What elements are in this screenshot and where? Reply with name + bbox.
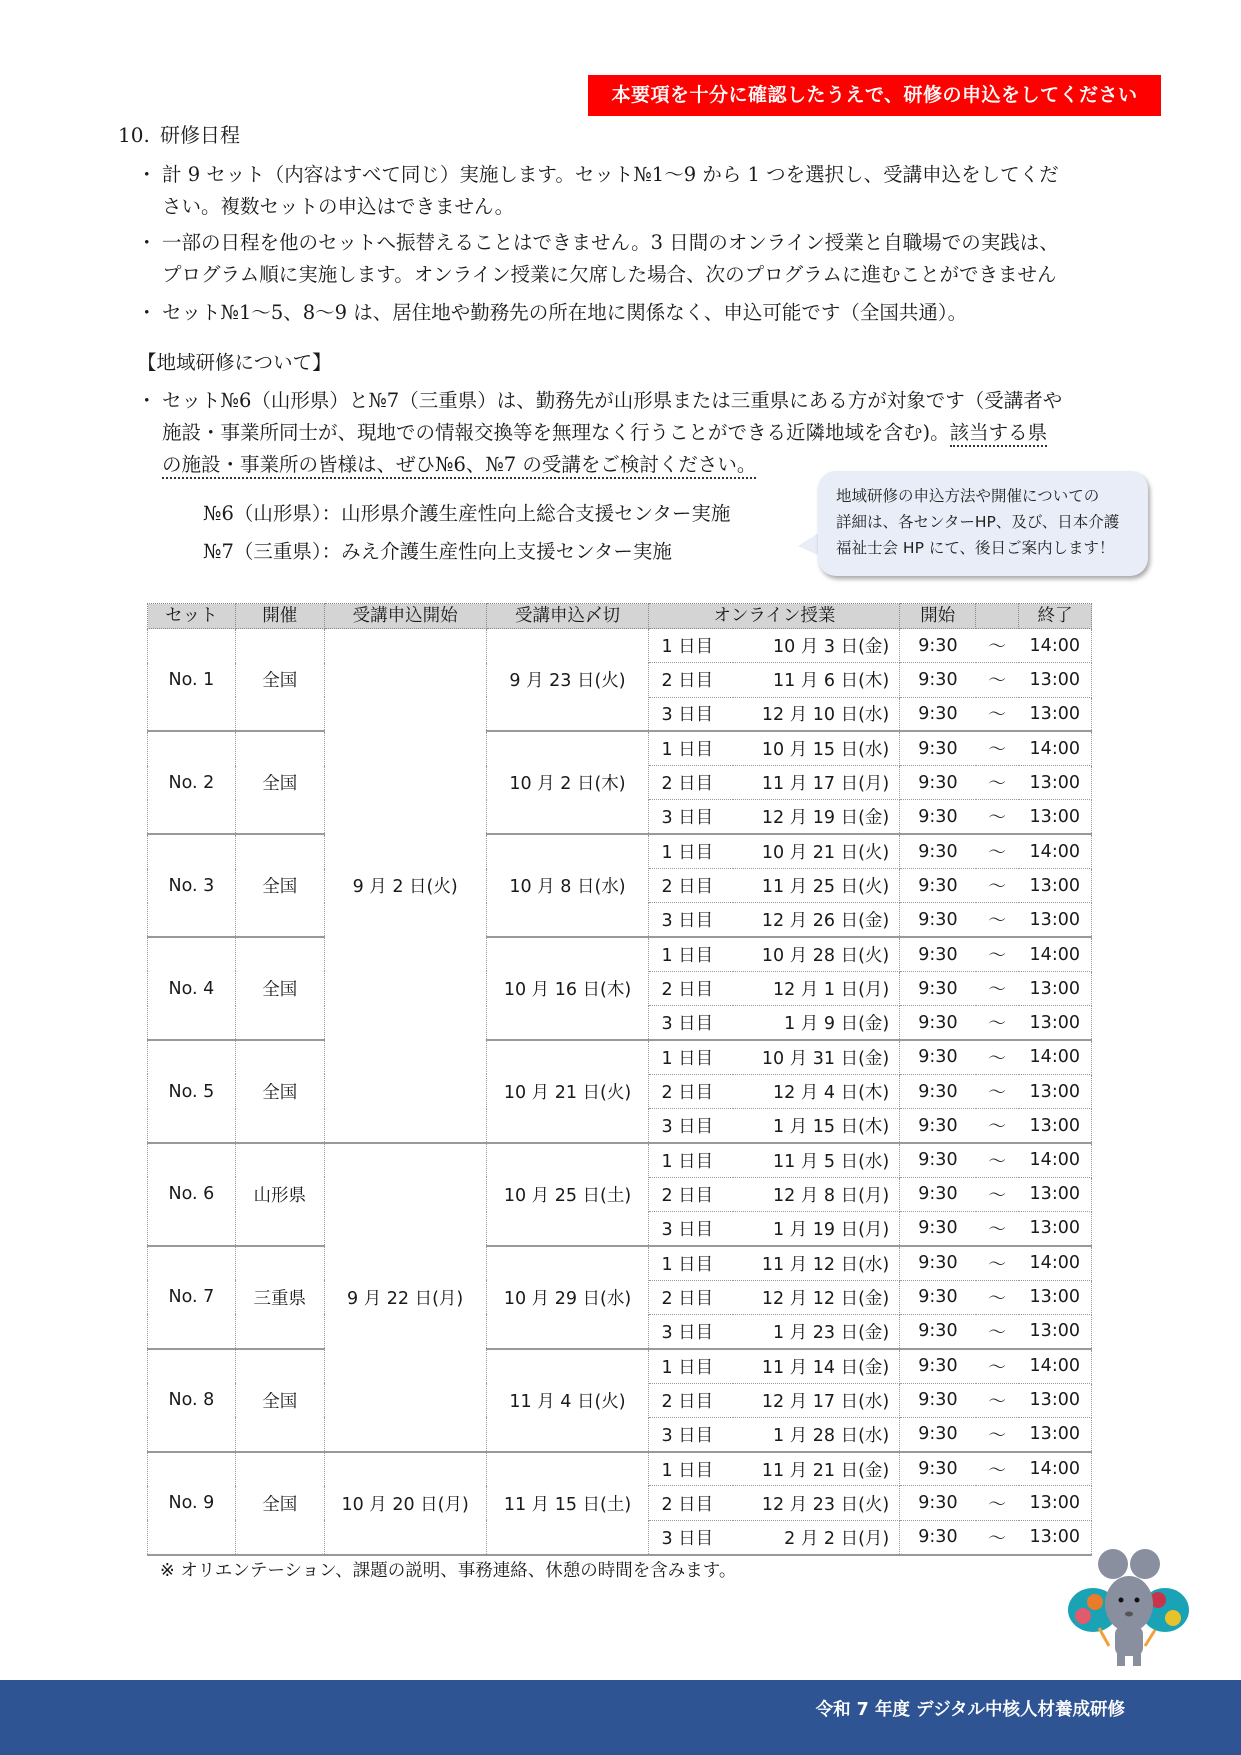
time-separator: ～ (976, 697, 1019, 731)
session-end-time: 13:00 (1019, 1520, 1092, 1554)
session-start-time: 9:30 (900, 1006, 976, 1040)
session-date: 12 月 10 日(水) (733, 697, 900, 731)
application-deadline: 10 月 8 日(水) (486, 834, 649, 937)
time-separator: ～ (976, 1383, 1019, 1417)
session-start-time: 9:30 (900, 1246, 976, 1280)
session-start-time: 9:30 (900, 869, 976, 903)
time-separator: ～ (976, 903, 1019, 937)
bullet-line: 一部の日程を他のセットへ振替えることはできません。3 日間のオンライン授業と自職場での実践は、 (162, 231, 1059, 254)
session-date: 12 月 23 日(火) (733, 1486, 900, 1520)
time-separator: ～ (976, 1212, 1019, 1246)
session-end-time: 13:00 (1019, 663, 1092, 697)
col-header-deadline: 受講申込〆切 (486, 604, 649, 629)
time-separator: ～ (976, 1349, 1019, 1383)
time-separator: ～ (976, 731, 1019, 765)
session-end-time: 13:00 (1019, 1006, 1092, 1040)
set-number: No. 2 (148, 731, 236, 834)
session-end-time: 13:00 (1019, 1417, 1092, 1451)
regional-line-1: セット№6（山形県）と№7（三重県）は、勤務先が山形県または三重県にある方が対象です（受講者や (162, 389, 1063, 412)
session-start-time: 9:30 (900, 1212, 976, 1246)
session-start-time: 9:30 (900, 1177, 976, 1211)
session-end-time: 13:00 (1019, 1486, 1092, 1520)
application-deadline: 9 月 23 日(火) (486, 629, 649, 732)
session-day: 3 日目 (649, 800, 733, 834)
session-date: 1 月 23 日(金) (733, 1314, 900, 1348)
notice-banner: 本要項を十分に確認したうえで、研修の申込をしてください (588, 75, 1161, 116)
session-end-time: 13:00 (1019, 1212, 1092, 1246)
session-day: 3 日目 (649, 1520, 733, 1554)
session-end-time: 13:00 (1019, 697, 1092, 731)
bullet-line: さい。複数セットの申込はできません。 (162, 195, 515, 218)
session-day: 1 日目 (649, 937, 733, 971)
session-start-time: 9:30 (900, 629, 976, 663)
session-start-time: 9:30 (900, 1109, 976, 1143)
session-start-time: 9:30 (900, 971, 976, 1005)
bullet-item (137, 297, 1137, 329)
table-row (148, 1246, 1092, 1280)
session-date: 11 月 12 日(水) (733, 1246, 900, 1280)
venue: 全国 (235, 834, 324, 937)
session-day: 1 日目 (649, 1349, 733, 1383)
session-end-time: 14:00 (1019, 937, 1092, 971)
time-separator: ～ (976, 937, 1019, 971)
session-date: 1 月 9 日(金) (733, 1006, 900, 1040)
application-deadline: 10 月 16 日(木) (486, 937, 649, 1040)
session-end-time: 13:00 (1019, 1280, 1092, 1314)
session-date: 10 月 28 日(火) (733, 937, 900, 971)
session-day: 3 日目 (649, 903, 733, 937)
session-day: 2 日目 (649, 971, 733, 1005)
time-separator: ～ (976, 629, 1019, 663)
set-number: No. 8 (148, 1349, 236, 1452)
session-day: 1 日目 (649, 834, 733, 868)
set-number: No. 3 (148, 834, 236, 937)
session-start-time: 9:30 (900, 1417, 976, 1451)
session-start-time: 9:30 (900, 937, 976, 971)
session-date: 10 月 21 日(火) (733, 834, 900, 868)
session-end-time: 14:00 (1019, 1452, 1092, 1486)
session-day: 1 日目 (649, 1452, 733, 1486)
session-end-time: 13:00 (1019, 800, 1092, 834)
venue: 全国 (235, 1349, 324, 1452)
mouse-mascot-illustration (1053, 1548, 1203, 1674)
application-deadline: 11 月 15 日(土) (486, 1452, 649, 1555)
schedule-table (147, 603, 1092, 1556)
session-day: 2 日目 (649, 1177, 733, 1211)
session-end-time: 14:00 (1019, 1349, 1092, 1383)
venue: 全国 (235, 629, 324, 732)
regional-line-2 (162, 417, 1137, 449)
session-day: 2 日目 (649, 1383, 733, 1417)
session-end-time: 13:00 (1019, 1074, 1092, 1108)
time-separator: ～ (976, 1417, 1019, 1451)
session-start-time: 9:30 (900, 766, 976, 800)
session-start-time: 9:30 (900, 1383, 976, 1417)
section-heading (118, 120, 240, 150)
time-separator: ～ (976, 1246, 1019, 1280)
info-callout (818, 471, 1148, 576)
session-day: 1 日目 (649, 1246, 733, 1280)
session-start-time: 9:30 (900, 800, 976, 834)
session-date: 11 月 25 日(火) (733, 869, 900, 903)
session-start-time: 9:30 (900, 1314, 976, 1348)
venue: 山形県 (235, 1143, 324, 1246)
session-day: 1 日目 (649, 1040, 733, 1074)
session-date: 12 月 19 日(金) (733, 800, 900, 834)
session-day: 3 日目 (649, 697, 733, 731)
center-mie: №7（三重県）：みえ介護生産性向上支援センター実施 (203, 540, 672, 563)
session-end-time: 13:00 (1019, 971, 1092, 1005)
col-header-venue: 開催 (235, 604, 324, 629)
venue: 全国 (235, 937, 324, 1040)
session-day: 1 日目 (649, 1143, 733, 1177)
set-number: No. 1 (148, 629, 236, 732)
set-number: No. 4 (148, 937, 236, 1040)
time-separator: ～ (976, 800, 1019, 834)
application-open-date: 10 月 20 日(月) (324, 1452, 486, 1555)
venue: 全国 (235, 731, 324, 834)
application-deadline: 10 月 21 日(火) (486, 1040, 649, 1143)
session-start-time: 9:30 (900, 1280, 976, 1314)
session-day: 2 日目 (649, 869, 733, 903)
footnote: ※ オリエンテーション、課題の説明、事務連絡、休憩の時間を含みます。 (160, 1561, 737, 1581)
application-deadline: 11 月 4 日(火) (486, 1349, 649, 1452)
session-date: 10 月 3 日(金) (733, 629, 900, 663)
session-end-time: 13:00 (1019, 869, 1092, 903)
regional-emphasis: 該当する県 (950, 421, 1048, 447)
bullet-line: 計 9 セット（内容はすべて同じ）実施します。セット№1～9 から 1 つを選択し、受講申込をしてくだ (162, 163, 1059, 186)
session-date: 12 月 26 日(金) (733, 903, 900, 937)
col-header-online: オンライン授業 (649, 604, 900, 629)
application-deadline: 10 月 29 日(水) (486, 1246, 649, 1349)
application-deadline: 10 月 2 日(木) (486, 731, 649, 834)
session-start-time: 9:30 (900, 1040, 976, 1074)
session-end-time: 14:00 (1019, 1040, 1092, 1074)
callout-line: 地域研修の申込方法や開催についての (836, 487, 1100, 505)
table-row (148, 629, 1092, 663)
session-date: 11 月 14 日(金) (733, 1349, 900, 1383)
section-title: 研修日程 (160, 123, 240, 147)
time-separator: ～ (976, 834, 1019, 868)
table-row (148, 834, 1092, 868)
session-date: 11 月 17 日(月) (733, 766, 900, 800)
session-start-time: 9:30 (900, 697, 976, 731)
session-start-time: 9:30 (900, 903, 976, 937)
session-end-time: 14:00 (1019, 1246, 1092, 1280)
session-date: 2 月 2 日(月) (733, 1520, 900, 1554)
session-end-time: 14:00 (1019, 629, 1092, 663)
table-row (148, 937, 1092, 971)
time-separator: ～ (976, 1074, 1019, 1108)
bullet-marker: ・ (137, 301, 157, 324)
session-day: 3 日目 (649, 1417, 733, 1451)
session-end-time: 14:00 (1019, 834, 1092, 868)
bullet-marker: ・ (137, 389, 157, 412)
bullet-marker: ・ (137, 231, 157, 254)
venue: 全国 (235, 1040, 324, 1143)
time-separator: ～ (976, 1520, 1019, 1554)
session-date: 10 月 15 日(水) (733, 731, 900, 765)
bullet-item (137, 159, 1137, 223)
session-end-time: 13:00 (1019, 1314, 1092, 1348)
regional-heading: 【地域研修について】 (137, 351, 332, 374)
session-day: 2 日目 (649, 1486, 733, 1520)
time-separator: ～ (976, 1486, 1019, 1520)
session-day: 3 日目 (649, 1109, 733, 1143)
session-date: 12 月 8 日(月) (733, 1177, 900, 1211)
callout-line: 詳細は、各センターHP、及び、日本介護 (836, 513, 1120, 531)
session-date: 12 月 1 日(月) (733, 971, 900, 1005)
bullet-marker: ・ (137, 163, 157, 186)
section-number: 10. (118, 123, 150, 147)
application-open-date: 9 月 2 日(火) (324, 629, 486, 1143)
session-start-time: 9:30 (900, 1486, 976, 1520)
session-start-time: 9:30 (900, 1520, 976, 1554)
session-date: 1 月 15 日(木) (733, 1109, 900, 1143)
bullet-item (137, 227, 1137, 291)
footer-bar (0, 1680, 1241, 1755)
session-end-time: 13:00 (1019, 1177, 1092, 1211)
session-end-time: 13:00 (1019, 1109, 1092, 1143)
center-yamagata: №6（山形県）：山形県介護生産性向上総合支援センター実施 (203, 502, 731, 525)
session-day: 1 日目 (649, 629, 733, 663)
callout-tail (798, 532, 820, 556)
regional-line-2-text: 施設・事業所同士が、現地での情報交換等を無理なく行うことができる近隣地域を含む)。 (162, 421, 950, 444)
session-start-time: 9:30 (900, 1074, 976, 1108)
set-number: No. 6 (148, 1143, 236, 1246)
session-day: 2 日目 (649, 1074, 733, 1108)
session-start-time: 9:30 (900, 1143, 976, 1177)
venue: 全国 (235, 1452, 324, 1555)
session-end-time: 13:00 (1019, 766, 1092, 800)
time-separator: ～ (976, 971, 1019, 1005)
callout-line: 福祉士会 HP にて、後日ご案内します！ (836, 539, 1115, 557)
regional-bullet (137, 385, 1137, 481)
table-row (148, 1452, 1092, 1486)
regional-emphasis: の施設・事業所の皆様は、ぜひ№6、№7 の受講をご検討ください。 (162, 453, 756, 479)
session-date: 11 月 6 日(木) (733, 663, 900, 697)
time-separator: ～ (976, 1040, 1019, 1074)
set-number: No. 5 (148, 1040, 236, 1143)
venue: 三重県 (235, 1246, 324, 1349)
time-separator: ～ (976, 1143, 1019, 1177)
time-separator: ～ (976, 1109, 1019, 1143)
session-end-time: 14:00 (1019, 731, 1092, 765)
session-date: 12 月 4 日(木) (733, 1074, 900, 1108)
session-day: 3 日目 (649, 1212, 733, 1246)
session-date: 12 月 12 日(金) (733, 1280, 900, 1314)
bullet-line: プログラム順に実施します。オンライン授業に欠席した場合、次のプログラムに進むことができません (162, 263, 1057, 286)
session-start-time: 9:30 (900, 663, 976, 697)
application-deadline: 10 月 25 日(土) (486, 1143, 649, 1246)
session-day: 2 日目 (649, 766, 733, 800)
session-date: 12 月 17 日(水) (733, 1383, 900, 1417)
session-day: 2 日目 (649, 663, 733, 697)
col-header-open: 受講申込開始 (324, 604, 486, 629)
table-row (148, 1143, 1092, 1177)
session-start-time: 9:30 (900, 731, 976, 765)
session-day: 1 日目 (649, 731, 733, 765)
application-open-date: 9 月 22 日(月) (324, 1143, 486, 1452)
session-end-time: 13:00 (1019, 903, 1092, 937)
session-end-time: 14:00 (1019, 1143, 1092, 1177)
time-separator: ～ (976, 1280, 1019, 1314)
time-separator: ～ (976, 1452, 1019, 1486)
session-date: 1 月 28 日(水) (733, 1417, 900, 1451)
session-day: 3 日目 (649, 1006, 733, 1040)
set-number: No. 7 (148, 1246, 236, 1349)
col-header-end: 終了 (1019, 604, 1092, 629)
col-header-start: 開始 (900, 604, 976, 629)
session-date: 11 月 5 日(水) (733, 1143, 900, 1177)
time-separator: ～ (976, 1177, 1019, 1211)
session-start-time: 9:30 (900, 834, 976, 868)
col-header-sep (976, 604, 1019, 629)
set-number: No. 9 (148, 1452, 236, 1555)
time-separator: ～ (976, 1314, 1019, 1348)
table-header-row (148, 604, 1092, 629)
session-day: 2 日目 (649, 1280, 733, 1314)
table-row (148, 1349, 1092, 1383)
time-separator: ～ (976, 869, 1019, 903)
session-end-time: 13:00 (1019, 1383, 1092, 1417)
bullet-line: セット№1～5、8～9 は、居住地や勤務先の所在地に関係なく、申込可能です（全国共通）。 (162, 301, 968, 324)
time-separator: ～ (976, 766, 1019, 800)
session-date: 10 月 31 日(金) (733, 1040, 900, 1074)
table-row (148, 1040, 1092, 1074)
table-row (148, 731, 1092, 765)
session-start-time: 9:30 (900, 1349, 976, 1383)
time-separator: ～ (976, 1006, 1019, 1040)
session-day: 3 日目 (649, 1314, 733, 1348)
time-separator: ～ (976, 663, 1019, 697)
session-date: 11 月 21 日(金) (733, 1452, 900, 1486)
footer-title: 令和 7 年度 デジタル中核人材養成研修 (815, 1700, 1125, 1720)
session-start-time: 9:30 (900, 1452, 976, 1486)
col-header-set: セット (148, 604, 236, 629)
session-date: 1 月 19 日(月) (733, 1212, 900, 1246)
